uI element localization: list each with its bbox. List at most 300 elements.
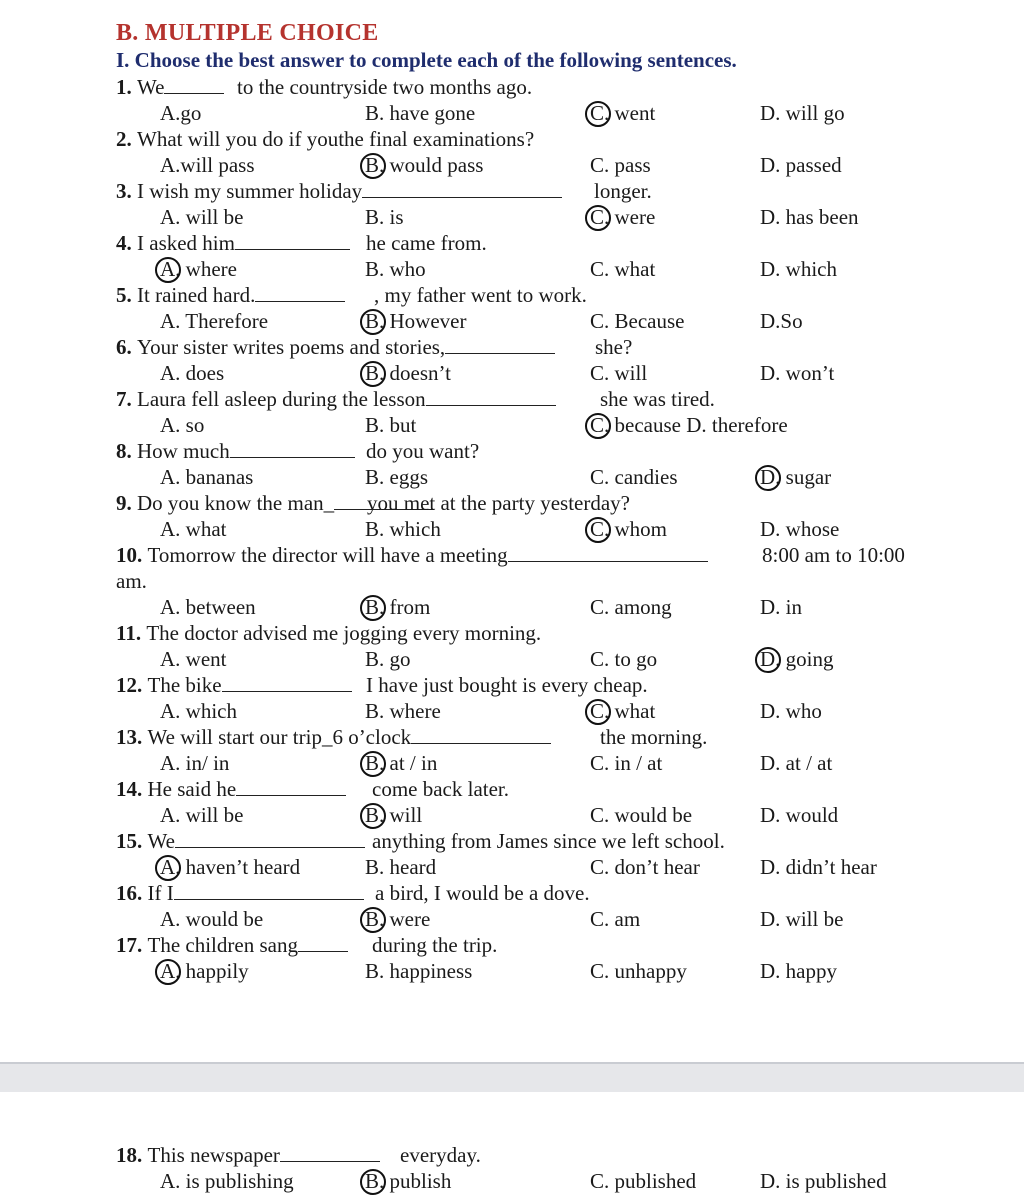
- option-a[interactable]: [160, 412, 204, 438]
- question-text-end: the morning.: [600, 725, 708, 749]
- option-c-circled[interactable]: [590, 698, 655, 724]
- option-b-circled[interactable]: [365, 750, 437, 776]
- option-a[interactable]: [160, 100, 201, 126]
- option-text: . which: [775, 257, 837, 281]
- option-letter: A: [160, 465, 176, 489]
- option-text: . going: [775, 647, 834, 671]
- option-text: . is published: [775, 1169, 887, 1193]
- option-c[interactable]: [590, 464, 678, 490]
- question-text-end: come back later.: [372, 777, 510, 801]
- option-c[interactable]: [590, 152, 651, 178]
- option-letter: B: [365, 101, 380, 125]
- question-number: 6.: [116, 335, 137, 359]
- option-a[interactable]: [160, 152, 255, 178]
- option-text: . happily: [175, 959, 249, 983]
- option-c[interactable]: [590, 594, 672, 620]
- option-text: .will pass: [175, 153, 255, 177]
- option-c-circled[interactable]: [590, 204, 655, 230]
- option-letter: C: [590, 907, 605, 931]
- option-letter: B: [365, 699, 380, 723]
- option-letter: C: [590, 205, 605, 229]
- option-a[interactable]: [160, 750, 229, 776]
- option-d[interactable]: [760, 750, 832, 776]
- option-letter: D: [760, 465, 776, 489]
- option-b[interactable]: [365, 100, 475, 126]
- option-text: . Because: [604, 309, 685, 333]
- question-text-end: do you want?: [366, 439, 480, 463]
- option-text: . have gone: [379, 101, 476, 125]
- option-d-circled[interactable]: [760, 464, 831, 490]
- question-text-end: everyday.: [400, 1143, 481, 1167]
- option-a[interactable]: [160, 802, 243, 828]
- option-b-circled[interactable]: [365, 906, 430, 932]
- option-a[interactable]: [160, 360, 224, 386]
- option-text: . is publishing: [175, 1169, 294, 1193]
- answer-blank: [255, 283, 345, 302]
- option-text: . what: [175, 517, 227, 541]
- option-text: . were: [604, 205, 656, 229]
- option-text: . what: [604, 699, 656, 723]
- answer-blank: [222, 673, 352, 692]
- option-d[interactable]: [760, 256, 837, 282]
- option-text: . went: [604, 101, 656, 125]
- option-text: . will be: [175, 803, 244, 827]
- option-text: . won’t: [775, 361, 835, 385]
- answer-blank: [236, 777, 346, 796]
- option-letter: B: [365, 205, 380, 229]
- option-a[interactable]: [160, 594, 256, 620]
- option-letter: A: [160, 153, 176, 177]
- option-b[interactable]: [365, 646, 411, 672]
- option-letter: B: [365, 413, 380, 437]
- option-b-circled[interactable]: [365, 152, 483, 178]
- question-number: 15.: [116, 829, 148, 853]
- page-divider: [0, 1062, 1024, 1094]
- option-text: . sugar: [775, 465, 832, 489]
- option-d[interactable]: [760, 906, 843, 932]
- option-letter: D: [760, 959, 776, 983]
- question-number: 5.: [116, 283, 137, 307]
- question-text-end: she was tired.: [600, 387, 715, 411]
- question-number: 3.: [116, 179, 137, 203]
- question-text: I asked him: [137, 231, 235, 255]
- option-text: . in/ in: [175, 751, 230, 775]
- question-number: 7.: [116, 387, 137, 411]
- option-c[interactable]: [590, 646, 657, 672]
- option-text: . Therefore: [175, 309, 269, 333]
- option-text: . haven’t heard: [175, 855, 301, 879]
- option-letter: B: [365, 959, 380, 983]
- question-text-end: during the trip.: [372, 933, 498, 957]
- question-6: [116, 334, 633, 360]
- question-text: This newspaper: [147, 1143, 280, 1167]
- option-text: . don’t hear: [604, 855, 700, 879]
- option-c-circled[interactable]: [590, 100, 655, 126]
- option-c[interactable]: [590, 750, 662, 776]
- option-text: . whose: [775, 517, 840, 541]
- question-14: [116, 776, 510, 802]
- option-letter: D: [760, 205, 776, 229]
- question-text-end: she?: [595, 335, 633, 359]
- option-text: . unhappy: [604, 959, 687, 983]
- option-letter: B: [365, 595, 380, 619]
- next-page: [0, 1092, 1024, 1197]
- option-letter: B: [365, 803, 380, 827]
- option-d[interactable]: [760, 854, 877, 880]
- option-a[interactable]: [160, 308, 268, 334]
- question-text: Tomorrow the director will have a meeting: [147, 543, 508, 567]
- question-text: The children sang: [147, 933, 298, 957]
- option-letter: B: [365, 361, 380, 385]
- option-letter: C: [590, 751, 605, 775]
- question-number: 9.: [116, 491, 137, 515]
- option-letter: A: [160, 647, 176, 671]
- option-text: . among: [604, 595, 672, 619]
- option-b[interactable]: [365, 204, 404, 230]
- answer-blank: [426, 387, 556, 406]
- option-text: . will go: [775, 101, 845, 125]
- option-a[interactable]: [160, 516, 227, 542]
- question-number: 12.: [116, 673, 148, 697]
- option-letter: A: [160, 309, 176, 333]
- option-text: . eggs: [379, 465, 429, 489]
- question-1: [116, 74, 533, 100]
- option-b[interactable]: [365, 464, 428, 490]
- option-letter: C: [590, 413, 605, 437]
- option-a[interactable]: [160, 464, 253, 490]
- option-c[interactable]: [590, 308, 684, 334]
- option-b[interactable]: [365, 516, 441, 542]
- option-a[interactable]: [160, 698, 237, 724]
- answer-blank: [235, 231, 350, 250]
- option-d[interactable]: [760, 594, 802, 620]
- question-text-end: I have just bought is every cheap.: [366, 673, 648, 697]
- option-letter: D: [760, 699, 776, 723]
- option-text: . has been: [775, 205, 859, 229]
- option-letter: B: [365, 465, 380, 489]
- question-text-end: you met at the party yesterday?: [367, 491, 630, 515]
- question-text: Do you know the man_: [137, 491, 335, 515]
- option-text: . happiness: [379, 959, 473, 983]
- option-text: . does: [175, 361, 225, 385]
- question-number: 1.: [116, 75, 137, 99]
- option-text: . between: [175, 595, 256, 619]
- option-text: . will be: [775, 907, 844, 931]
- option-d[interactable]: [760, 204, 859, 230]
- option-a[interactable]: [160, 646, 227, 672]
- option-letter: B: [365, 1169, 380, 1193]
- option-letter: A: [160, 517, 176, 541]
- question-number: 2.: [116, 127, 137, 151]
- option-text: . at / at: [775, 751, 833, 775]
- option-text: . would: [775, 803, 839, 827]
- option-letter: A: [160, 101, 176, 125]
- option-letter: C: [590, 465, 605, 489]
- question-18: [116, 1142, 481, 1168]
- option-letter: D: [760, 101, 776, 125]
- option-text: . in / at: [604, 751, 663, 775]
- option-letter: C: [590, 309, 605, 333]
- option-letter: A: [160, 595, 176, 619]
- option-c[interactable]: [590, 958, 687, 984]
- option-c[interactable]: [590, 360, 647, 386]
- option-letter: B: [365, 257, 380, 281]
- option-d[interactable]: [760, 308, 803, 334]
- option-text: . who: [775, 699, 822, 723]
- option-d[interactable]: [760, 152, 842, 178]
- answer-blank: [230, 439, 355, 458]
- option-text: . am: [604, 907, 641, 931]
- option-letter: B: [365, 517, 380, 541]
- question-number: 16.: [116, 881, 148, 905]
- answer-blank: [164, 75, 224, 94]
- option-text: . will: [604, 361, 648, 385]
- question-number: 8.: [116, 439, 137, 463]
- question-13: [116, 724, 708, 750]
- question-text: If I: [147, 881, 174, 905]
- question-number: 11.: [116, 621, 147, 645]
- option-a-circled[interactable]: [160, 854, 300, 880]
- question-number: 13.: [116, 725, 148, 749]
- question-text-end: a bird, I would be a dove.: [375, 881, 590, 905]
- option-text: . However: [379, 309, 467, 333]
- option-text: . because D. therefore: [604, 413, 788, 437]
- option-letter: C: [590, 803, 605, 827]
- option-text: . whom: [604, 517, 668, 541]
- option-text: . will: [379, 803, 423, 827]
- option-a-circled[interactable]: [160, 256, 237, 282]
- option-a[interactable]: [160, 906, 263, 932]
- option-c[interactable]: [590, 906, 640, 932]
- option-d[interactable]: [760, 100, 845, 126]
- question-3: [116, 178, 652, 204]
- option-d[interactable]: [760, 1168, 887, 1194]
- option-c[interactable]: [590, 854, 700, 880]
- option-letter: D: [760, 361, 776, 385]
- option-text: . who: [379, 257, 426, 281]
- option-letter: C: [590, 517, 605, 541]
- option-text: . pass: [604, 153, 651, 177]
- question-10: [116, 542, 905, 568]
- answer-blank: [298, 933, 348, 952]
- option-d[interactable]: [760, 958, 837, 984]
- question-text-end: anything from James since we left school.: [372, 829, 725, 853]
- option-b[interactable]: [365, 412, 416, 438]
- option-letter: C: [590, 647, 605, 671]
- instruction: I. Choose the best answer to complete each of the following sentences.: [116, 48, 737, 72]
- question-text-end: , my father went to work.: [374, 283, 587, 307]
- option-letter: C: [590, 699, 605, 723]
- option-letter: B: [365, 751, 380, 775]
- question-15: [116, 828, 725, 854]
- option-letter: C: [590, 959, 605, 983]
- option-text: . so: [175, 413, 205, 437]
- option-text: . at / in: [379, 751, 438, 775]
- question-text: What will you do if youthe final examinations?: [137, 127, 535, 151]
- option-b-circled[interactable]: [365, 360, 451, 386]
- option-text: . which: [175, 699, 237, 723]
- question-text: I wish my summer holiday: [137, 179, 363, 203]
- option-c-circled[interactable]: [590, 412, 788, 438]
- question-text: How much: [137, 439, 230, 463]
- option-letter: D: [760, 309, 776, 333]
- option-letter: A: [160, 257, 176, 281]
- option-b-circled[interactable]: [365, 594, 430, 620]
- option-b[interactable]: [365, 256, 426, 282]
- option-letter: A: [160, 803, 176, 827]
- question-text: It rained hard.: [137, 283, 256, 307]
- question-text-end: he came from.: [366, 231, 487, 255]
- option-b[interactable]: [365, 958, 472, 984]
- question-11: [116, 620, 541, 646]
- option-letter: B: [365, 647, 380, 671]
- option-text: . didn’t hear: [775, 855, 877, 879]
- option-letter: B: [365, 153, 380, 177]
- option-d-circled[interactable]: [760, 646, 834, 672]
- answer-blank: [445, 335, 555, 354]
- option-letter: C: [590, 361, 605, 385]
- option-letter: D: [760, 907, 776, 931]
- question-7: [116, 386, 715, 412]
- question-text: Your sister writes poems and stories,: [137, 335, 446, 359]
- option-letter: A: [160, 361, 176, 385]
- question-text: The doctor advised me jogging every morning.: [146, 621, 542, 645]
- answer-blank: [280, 1143, 380, 1162]
- question-2: [116, 126, 534, 152]
- question-text: We will start our trip_6 o’clock: [147, 725, 412, 749]
- option-letter: A: [160, 959, 176, 983]
- option-text: . where: [175, 257, 237, 281]
- option-letter: A: [160, 855, 176, 879]
- option-letter: D: [760, 751, 776, 775]
- option-letter: D: [760, 153, 776, 177]
- question-number: 18.: [116, 1143, 148, 1167]
- question-text-end: longer.: [594, 179, 652, 203]
- question-8: [116, 438, 480, 464]
- question-text-end: 8:00 am to 10:00: [762, 543, 905, 567]
- option-a[interactable]: [160, 1168, 294, 1194]
- option-letter: C: [590, 257, 605, 281]
- answer-blank: [508, 543, 708, 562]
- option-text: . happy: [775, 959, 837, 983]
- option-letter: A: [160, 751, 176, 775]
- option-text: . doesn’t: [379, 361, 451, 385]
- option-d[interactable]: [760, 802, 838, 828]
- option-letter: D: [760, 517, 776, 541]
- option-letter: C: [590, 101, 605, 125]
- answer-blank: [175, 829, 365, 848]
- question-12: [116, 672, 648, 698]
- option-text: . but: [379, 413, 417, 437]
- option-text: . passed: [775, 153, 842, 177]
- option-text: . go: [379, 647, 411, 671]
- option-b-circled[interactable]: [365, 308, 466, 334]
- option-letter: A: [160, 1169, 176, 1193]
- answer-blank: [174, 881, 364, 900]
- option-text: . bananas: [175, 465, 254, 489]
- option-letter: D: [760, 855, 776, 879]
- option-c-circled[interactable]: [590, 516, 667, 542]
- question-4: [116, 230, 487, 256]
- option-text: . would be: [175, 907, 264, 931]
- question-text: The bike: [147, 673, 222, 697]
- option-text: . will be: [175, 205, 244, 229]
- option-letter: A: [160, 907, 176, 931]
- option-text: . published: [604, 1169, 697, 1193]
- question-text: We: [147, 829, 175, 853]
- option-text: .go: [175, 101, 202, 125]
- option-text: . is: [379, 205, 404, 229]
- option-b[interactable]: [365, 698, 441, 724]
- option-letter: B: [365, 309, 380, 333]
- option-text: . would be: [604, 803, 693, 827]
- option-d[interactable]: [760, 360, 834, 386]
- question-number: 10.: [116, 543, 148, 567]
- option-text: . from: [379, 595, 431, 619]
- option-d[interactable]: [760, 516, 839, 542]
- option-d[interactable]: [760, 698, 822, 724]
- option-c[interactable]: [590, 256, 655, 282]
- option-b[interactable]: [365, 854, 436, 880]
- option-letter: B: [365, 855, 380, 879]
- option-letter: C: [590, 595, 605, 619]
- option-c[interactable]: [590, 802, 692, 828]
- option-letter: D: [760, 1169, 776, 1193]
- option-text: . candies: [604, 465, 678, 489]
- question-text: We: [137, 75, 165, 99]
- question-5: [116, 282, 587, 308]
- option-text: . publish: [379, 1169, 452, 1193]
- option-b-circled[interactable]: [365, 1168, 451, 1194]
- option-letter: C: [590, 1169, 605, 1193]
- option-text: . to go: [604, 647, 658, 671]
- option-text: . what: [604, 257, 656, 281]
- option-letter: D: [760, 595, 776, 619]
- question-text-continued: am.: [116, 569, 147, 593]
- question-number: 17.: [116, 933, 148, 957]
- option-text: . heard: [379, 855, 437, 879]
- question-9: [116, 490, 630, 516]
- option-b-circled[interactable]: [365, 802, 422, 828]
- question-text: Laura fell asleep during the lesson: [137, 387, 426, 411]
- answer-blank: [411, 725, 551, 744]
- option-letter: A: [160, 205, 176, 229]
- option-text: . where: [379, 699, 441, 723]
- question-16: [116, 880, 590, 906]
- option-text: . were: [379, 907, 431, 931]
- option-a-circled[interactable]: [160, 958, 249, 984]
- option-letter: D: [760, 803, 776, 827]
- option-letter: A: [160, 699, 176, 723]
- option-letter: C: [590, 153, 605, 177]
- answer-blank: [362, 179, 562, 198]
- option-text: . would pass: [379, 153, 484, 177]
- option-letter: D: [760, 647, 776, 671]
- option-a[interactable]: [160, 204, 243, 230]
- question-text: He said he: [147, 777, 237, 801]
- question-text-end: to the countryside two months ago.: [237, 75, 533, 99]
- option-letter: A: [160, 413, 176, 437]
- option-text: . in: [775, 595, 803, 619]
- section-title: B. MULTIPLE CHOICE: [116, 20, 379, 46]
- option-text: .So: [775, 309, 803, 333]
- option-letter: C: [590, 855, 605, 879]
- option-letter: D: [760, 257, 776, 281]
- question-number: 14.: [116, 777, 148, 801]
- question-number: 4.: [116, 231, 137, 255]
- option-c[interactable]: [590, 1168, 696, 1194]
- option-letter: B: [365, 907, 380, 931]
